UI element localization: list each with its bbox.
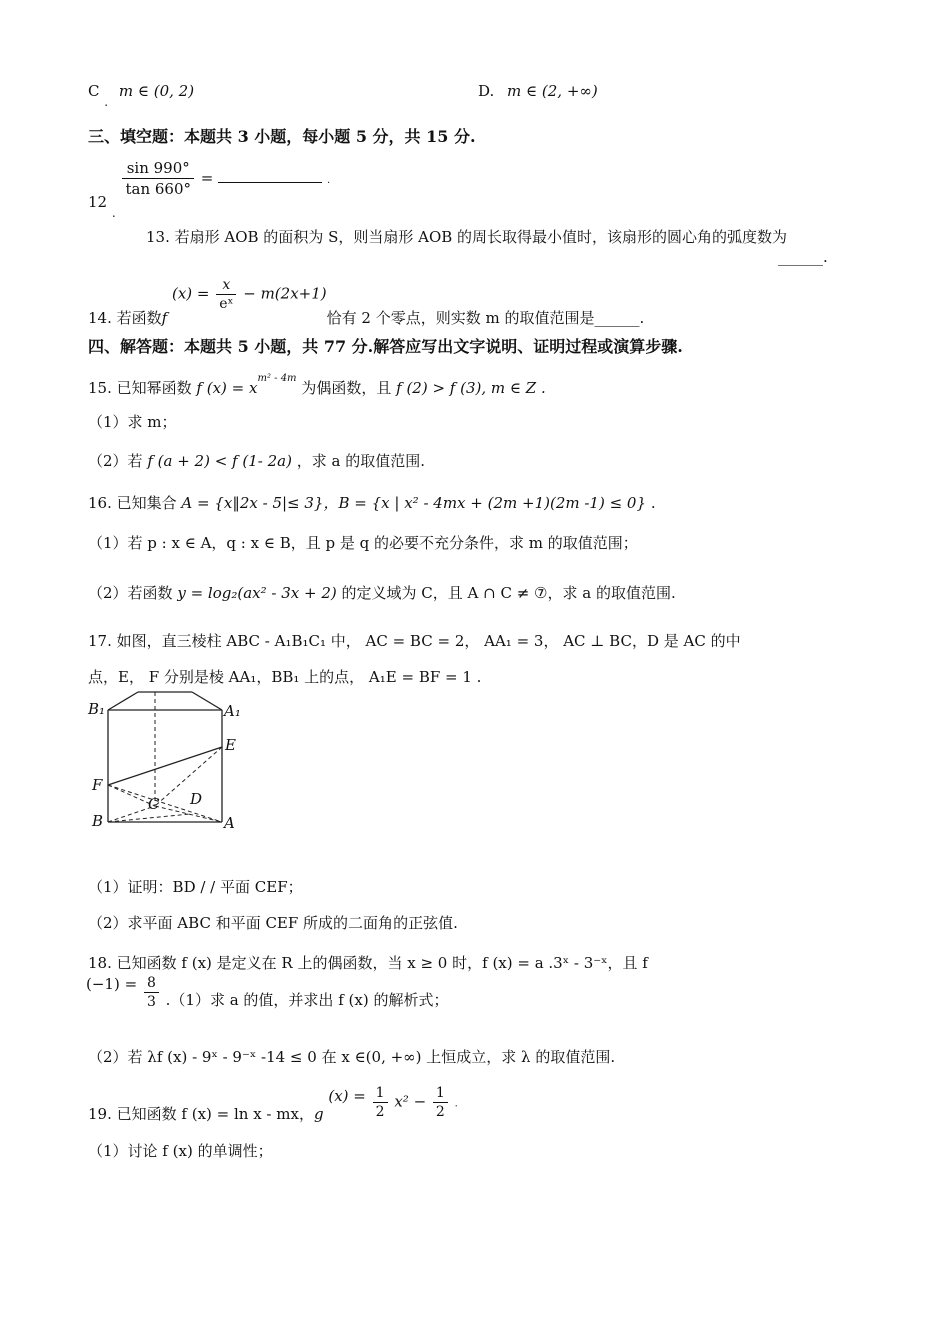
q17-line2: 点，E， F 分别是棱 AA₁，BB₁ 上的点， A₁E = BF = 1 . <box>88 668 482 686</box>
q12-answer-blank <box>218 168 322 183</box>
section3-heading: 三、填空题：本题共 3 小题，每小题 5 分，共 15 分. <box>88 127 476 146</box>
q18-numerator: 8 <box>144 974 159 993</box>
q12-numerator: sin 990° <box>122 158 194 179</box>
q15-stem <box>88 374 546 399</box>
question-14 <box>88 276 645 327</box>
q16-stem-a: 16. 已知集合 <box>88 494 177 512</box>
q14-f: f <box>161 308 168 327</box>
q14-prefix: 14. 若函数 <box>88 308 162 327</box>
q19-n2: 1 <box>433 1084 448 1103</box>
q17-line1: 17. 如图，直三棱柱 ABC - A₁B₁C₁ 中， AC = BC = 2， AA₁ = 3， AC ⊥ BC，D 是 AC 的中 <box>88 632 741 650</box>
q16-stem <box>88 492 656 514</box>
q16-p2-c: 的定义域为 C，且 A ∩ C ≠ ⑦，求 a 的取值范围. <box>341 584 676 602</box>
label-e: E <box>225 736 236 754</box>
q19-stem <box>88 1084 458 1121</box>
option-c-text: m ∈ (0, 2) <box>118 82 195 100</box>
q18-line1: 18. 已知函数 f (x) 是定义在 R 上的偶函数，当 x ≥ 0 时，f (x) = a .3ˣ - 3⁻ˣ，且 f <box>88 954 648 972</box>
q16-stem-c: {x | x² - 4mx + (2m +1)(2m -1) ≤ 0} <box>371 494 647 512</box>
label-b: B <box>92 812 104 830</box>
q13-line2: ______. <box>778 248 828 266</box>
label-a1: A₁ <box>224 702 241 720</box>
option-c: C $_.$ m ∈ (0, 2) <box>88 82 195 109</box>
option-d-label: D. <box>478 82 495 100</box>
option-c-label: C <box>88 82 100 100</box>
label-a: A <box>224 814 235 832</box>
q15-stem-b: f (x) = x <box>196 379 258 397</box>
q12-denominator: tan 660° <box>125 180 192 198</box>
q18-denominator: 3 <box>146 994 156 1010</box>
q18-f-left: (−1) = <box>86 974 138 993</box>
q14-fraction <box>216 276 236 313</box>
q19-stem-text: 19. 已知函数 f (x) = ln x - mx， <box>88 1104 314 1123</box>
q13-line1: 13. 若扇形 AOB 的面积为 S，则当扇形 AOB 的周长取得最小值时，该扇形的圆心角的弧度数为 <box>146 228 788 246</box>
q12-equals: = <box>200 168 214 187</box>
q19-fraction-1 <box>373 1084 388 1121</box>
prism-figure <box>80 688 260 838</box>
q15-part2 <box>88 450 425 472</box>
q17-part2: （2）求平面 ABC 和平面 CEF 所成的二面角的正弦值. <box>88 914 458 932</box>
q17-part1: （1）证明：BD / / 平面 CEF； <box>88 878 303 896</box>
q16-p2-a: （2）若函数 <box>88 584 173 602</box>
label-c: C <box>148 795 160 813</box>
q15-part1: （1）求 m； <box>88 413 177 431</box>
q15-exponent: m² - 4m <box>257 373 297 384</box>
q12-fraction <box>122 158 194 199</box>
q14-suffix: 恰有 2 个零点，则实数 m 的取值范围是______. <box>326 308 645 327</box>
q14-numerator: x <box>216 276 236 295</box>
q19-d2: 2 <box>435 1104 445 1120</box>
option-d-text: m ∈ (2, +∞) <box>507 82 598 100</box>
q15-stem-d: f (2) > f (3), m ∈ Z . <box>396 379 546 397</box>
q19-d1: 2 <box>375 1104 385 1120</box>
q16-part2 <box>88 582 676 604</box>
q16-stem-d: . <box>650 494 656 512</box>
q19-fraction-2 <box>433 1084 448 1121</box>
q14-x: (x) = <box>171 284 210 303</box>
q15-stem-a: 15. 已知幂函数 <box>88 379 192 397</box>
q19-mid: x² − <box>394 1092 427 1111</box>
q19-end: . <box>454 1098 458 1110</box>
q19-part1: （1）讨论 f (x) 的单调性； <box>88 1142 273 1160</box>
q19-n1: 1 <box>373 1084 388 1103</box>
q18-line2-rest: .（1）求 a 的值，并求出 f (x) 的解析式； <box>165 990 449 1009</box>
q18-fraction <box>144 974 159 1011</box>
label-b1: B₁ <box>88 700 106 718</box>
q19-gx: (x) = <box>328 1086 366 1105</box>
q19-g: g <box>313 1104 324 1123</box>
q14-rest: − m(2x+1) <box>243 284 327 303</box>
q16-part1: （1）若 p : x ∈ A，q : x ∈ B，且 p 是 q 的必要不充分条件，求 m 的取值范围； <box>88 534 638 552</box>
label-f: F <box>92 776 103 794</box>
q15-stem-c: 为偶函数，且 <box>301 379 392 397</box>
option-d <box>478 80 598 102</box>
q14-denominator: eˣ <box>219 296 234 312</box>
label-d: D <box>190 790 203 808</box>
q16-p2-b: y = log₂(ax² - 3x + 2) <box>177 584 337 602</box>
q15-p2-a: （2）若 <box>88 452 143 470</box>
q15-p2-c: ，求 a 的取值范围. <box>296 452 425 470</box>
q18-line3: （2）若 λf (x) - 9ˣ - 9⁻ˣ -14 ≤ 0 在 x ∈(0, +∞) 上恒成立，求 λ 的取值范围. <box>88 1048 616 1066</box>
q15-p2-b: f (a + 2) < f (1- 2a) <box>147 452 292 470</box>
q18-line2 <box>86 974 448 1011</box>
q16-stem-b: A = {x‖2x - 5|≤ 3}，B = <box>181 494 367 512</box>
section4-heading: 四、解答题：本题共 5 小题，共 77 分.解答应写出文字说明、证明过程或演算步骤. <box>88 337 683 356</box>
question-12: 12 $_.$ $\frac{\sin 990^\circ}{\tan 660^\circ}$ = $_.$ <box>88 159 331 220</box>
q12-end: . <box>326 174 331 186</box>
q12-number: 12 <box>88 192 108 211</box>
